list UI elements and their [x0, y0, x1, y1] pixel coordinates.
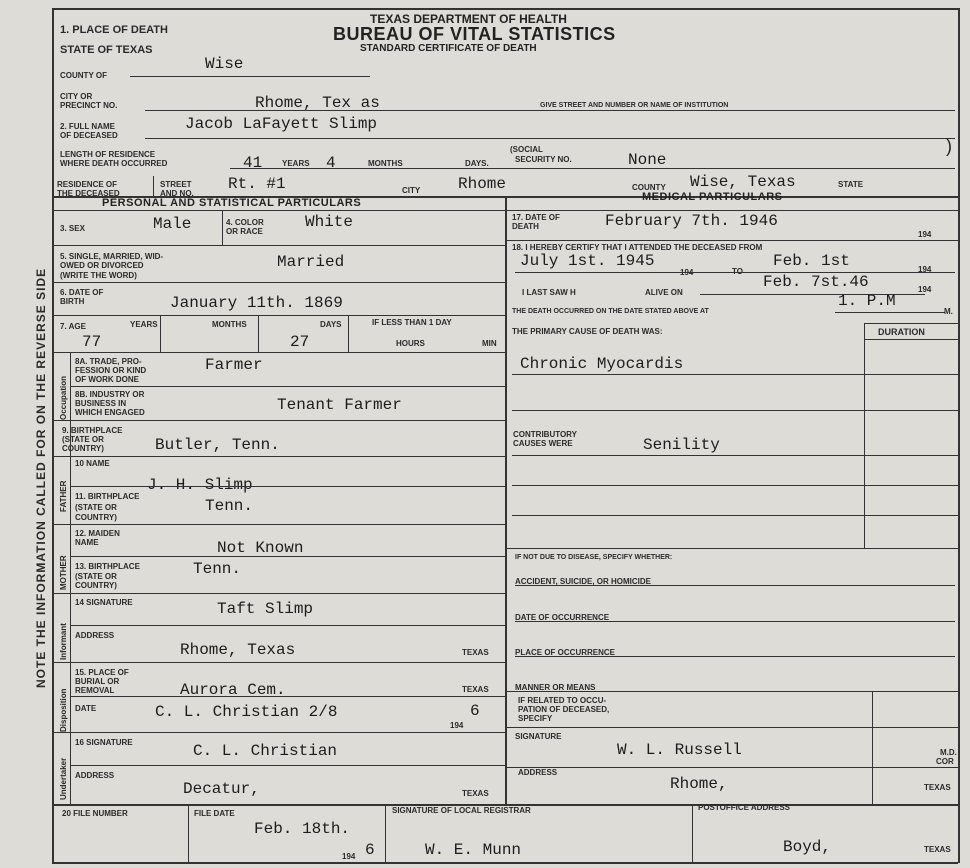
postoffice-label: POSTOFFICE ADDRESS — [698, 803, 791, 812]
related-div — [872, 691, 873, 804]
left-border — [52, 8, 54, 863]
birthplace-label-1: 9. BIRTHPLACE — [62, 426, 123, 435]
father-bp-label-2: (STATE OR — [75, 503, 117, 512]
registrar-value: W. E. Munn — [425, 841, 522, 859]
birthplace-label-2: (STATE OR — [62, 435, 104, 444]
physician-sig-label: SIGNATURE — [515, 732, 562, 741]
burial-date-label: DATE — [75, 704, 97, 713]
md-label-1: M.D. — [940, 748, 957, 757]
right-border — [958, 8, 960, 863]
city-label-2: PRECINCT NO. — [60, 101, 118, 110]
age-months-label: MONTHS — [212, 320, 247, 329]
medical-heading: MEDICAL PARTICULARS — [642, 191, 783, 203]
year-saw-label: 194 — [918, 285, 932, 294]
age-years-label: YEARS — [130, 320, 158, 329]
row-marital-line — [52, 282, 505, 283]
color-label-1: 4. COLOR — [226, 218, 264, 227]
certify-label: 18. I HEREBY CERTIFY THAT I ATTENDED THE DECEASED FROM — [512, 243, 763, 252]
mother-bp-label-3: COUNTRY) — [75, 581, 117, 590]
dob-label-1: 6. DATE OF — [60, 288, 104, 297]
top-border — [52, 8, 958, 10]
cause-line-5 — [512, 515, 958, 516]
ss-value: None — [628, 151, 667, 169]
manner-label: MANNER OR MEANS — [515, 683, 596, 692]
years-label: YEARS — [282, 159, 310, 168]
header-dept: TEXAS DEPARTMENT OF HEALTH — [370, 12, 567, 26]
row-occdate-line — [515, 621, 955, 622]
margin-note: NOTE THE INFORMATION CALLED FOR ON THE REVERSE SIDE — [34, 267, 48, 688]
industry-label-2: BUSINESS IN — [75, 399, 127, 408]
sig16-label: 16 SIGNATURE — [75, 738, 133, 747]
notdisease-label: IF NOT DUE TO DISEASE, SPECIFY WHETHER: — [515, 554, 673, 561]
row-informant-line — [52, 662, 505, 663]
min-label: MIN — [482, 339, 497, 348]
texas-2: TEXAS — [462, 685, 489, 694]
header-bureau: BUREAU OF VITAL STATISTICS — [333, 24, 616, 44]
column-divider — [505, 196, 507, 804]
days-label: DAYS. — [465, 159, 489, 168]
row-fatherbp-line — [52, 524, 505, 525]
color-value: White — [305, 213, 354, 231]
physician-address-label: ADDRESS — [518, 768, 558, 777]
footer-texas: TEXAS — [924, 845, 951, 854]
contrib-label-2: CAUSES WERE — [513, 439, 573, 448]
footer-div-2 — [385, 804, 386, 862]
res-city-label: CITY — [402, 186, 421, 195]
row-physician-line — [505, 767, 958, 768]
undertaker-sig-value: C. L. Christian — [193, 742, 338, 760]
occurrence-place-label: PLACE OF OCCURRENCE — [515, 648, 616, 657]
row-maiden-line — [70, 556, 505, 557]
father-bp-label-3: COUNTRY) — [75, 513, 117, 522]
footer-div-1 — [188, 804, 189, 862]
mother-tab: MOTHER — [59, 555, 68, 590]
disposition-tab: Disposition — [59, 688, 68, 732]
county-label: COUNTY OF — [60, 71, 107, 80]
undertaker-address-label: ADDRESS — [75, 771, 115, 780]
primary-label: THE PRIMARY CAUSE OF DEATH WAS: — [512, 327, 663, 336]
heading-line — [52, 210, 958, 211]
dob-label-2: BIRTH — [60, 297, 85, 306]
texas-3: TEXAS — [462, 789, 489, 798]
street-value: Rt. #1 — [228, 175, 286, 193]
year-to-label: 194 — [918, 265, 932, 274]
death-date-label-1: 17. DATE OF — [512, 213, 560, 222]
related-label-1: IF RELATED TO OCCU- — [518, 696, 607, 705]
undertaker-tab: Undertaker — [59, 757, 68, 800]
name-line — [145, 138, 955, 139]
mother-bp-label-1: 13. BIRTHPLACE — [75, 562, 140, 571]
occupation-tab: Occupation — [59, 375, 68, 420]
to-label: TO — [732, 267, 743, 276]
industry-label-1: 8B. INDUSTRY OR — [75, 390, 145, 399]
cause-line-1 — [512, 374, 958, 375]
age-label: 7. AGE — [60, 322, 86, 331]
file-date-value: Feb. 18th. — [254, 820, 351, 838]
res-label-2: THE DECEASED — [57, 189, 120, 198]
age-div-3 — [348, 315, 349, 352]
age-div-2 — [258, 315, 259, 352]
street-label-1: STREET — [160, 180, 192, 189]
duration-top-line — [864, 323, 958, 324]
occurrence-date-label: DATE OF OCCURRENCE — [515, 613, 610, 622]
row-related-line — [505, 727, 958, 728]
row-sig14-line — [70, 625, 505, 626]
physician-address-value: Rhome, — [670, 775, 728, 793]
length-label-1: LENGTH OF RESIDENCE — [60, 150, 156, 159]
postoffice-value: Boyd, — [783, 838, 832, 856]
death-year-prefix: 194 — [918, 230, 932, 239]
age-div-1 — [160, 315, 161, 352]
street-label-2: AND NO. — [160, 189, 194, 198]
age-days-label: DAYS — [320, 320, 342, 329]
duration-head-line — [864, 339, 958, 340]
marital-label-3: (WRITE THE WORD) — [60, 271, 137, 280]
father-name-value: J. H. Slimp — [147, 476, 253, 494]
trade-label-3: OF WORK DONE — [75, 375, 139, 384]
death-date-value: February 7th. 1946 — [605, 212, 778, 230]
row-attend-line — [515, 272, 955, 273]
marital-label-1: 5. SINGLE, MARRIED, WID- — [60, 252, 164, 261]
row-motherbp-line — [52, 593, 505, 594]
row-dob-line — [52, 315, 505, 316]
medical-texas: TEXAS — [924, 783, 951, 792]
undertaker-address-value: Decatur, — [183, 780, 260, 798]
row-burialdate-line — [52, 732, 505, 733]
county-value: Wise — [205, 55, 244, 73]
row-industry-line — [52, 420, 505, 421]
bottom-border — [52, 862, 958, 864]
res-label-1: RESIDENCE OF — [57, 180, 118, 189]
sex-value: Male — [153, 215, 192, 233]
year-prefix-1: 194 — [450, 721, 464, 730]
row-age-line — [52, 352, 505, 353]
mother-bp-label-2: (STATE OR — [75, 572, 117, 581]
related-label-3: SPECIFY — [518, 714, 553, 723]
months-label: MONTHS — [368, 159, 403, 168]
last-saw-label: I LAST SAW H — [522, 288, 576, 297]
maiden-value: Not Known — [217, 539, 304, 557]
last-saw-value: Feb. 7st.46 — [763, 273, 869, 291]
months-value: 4 — [326, 154, 336, 172]
year-suffix-1: 6 — [470, 702, 480, 720]
contrib-label-1: CONTRIBUTORY — [513, 430, 577, 439]
length-line — [230, 168, 955, 169]
row-occplace-line — [515, 656, 955, 657]
occurred-label: THE DEATH OCCURRED ON THE DATE STATED ABOVE AT — [512, 308, 709, 315]
row-manner-line — [505, 691, 958, 692]
city-value: Rhome, Tex as — [255, 94, 380, 112]
row-accident-line — [515, 585, 955, 586]
res-county-label: COUNTY — [632, 183, 666, 192]
trade-label-2: FESSION OR KIND — [75, 366, 147, 375]
burial-date-value: C. L. Christian 2/8 — [155, 703, 338, 721]
sex-div — [222, 210, 223, 245]
name-label-2: OF DECEASED — [60, 131, 118, 140]
row-fathername-line — [70, 486, 505, 487]
burial-label-3: REMOVAL — [75, 686, 115, 695]
name-value: Jacob LaFayett Slimp — [185, 115, 378, 133]
duration-label: DURATION — [878, 327, 925, 337]
birthplace-label-3: COUNTRY) — [62, 444, 104, 453]
ss-label-2: SECURITY NO. — [515, 155, 572, 164]
age-years-value: 77 — [82, 333, 102, 351]
hours-label: HOURS — [396, 339, 425, 348]
personal-heading: PERSONAL AND STATISTICAL PARTICULARS — [102, 197, 362, 209]
sex-label: 3. SEX — [60, 224, 85, 233]
cause-line-6 — [505, 548, 958, 549]
header-certificate: STANDARD CERTIFICATE OF DEATH — [360, 43, 537, 54]
death-date-label-2: DEATH — [512, 222, 539, 231]
res-county-value: Wise, Texas — [690, 173, 796, 191]
trade-value: Farmer — [205, 356, 263, 374]
m-label: M. — [944, 307, 953, 316]
footer-year-suffix: 6 — [365, 841, 375, 859]
length-label-2: WHERE DEATH OCCURRED — [60, 159, 168, 168]
ss-paren: ) — [946, 136, 952, 156]
burial-value: Aurora Cem. — [180, 681, 286, 699]
row-birthplace-line — [52, 456, 505, 457]
birthplace-value: Butler, Tenn. — [155, 436, 280, 454]
res-state-label: STATE — [838, 180, 864, 189]
accident-label: ACCIDENT, SUICIDE, OR HOMICIDE — [515, 577, 652, 586]
res-div-1 — [153, 176, 154, 198]
father-bp-value: Tenn. — [205, 497, 254, 515]
maiden-label-1: 12. MAIDEN — [75, 529, 120, 538]
time-value: 1. P.M — [838, 292, 896, 310]
informant-tab: Informant — [59, 623, 68, 660]
row-sex-line — [52, 245, 505, 246]
ss-label-1: (SOCIAL — [510, 145, 543, 154]
primary-value: Chronic Myocardis — [520, 355, 684, 373]
row-time-line — [835, 312, 945, 313]
res-city-value: Rhome — [458, 175, 507, 193]
father-name-label: 10 NAME — [75, 459, 110, 468]
father-bp-label-1: 11. BIRTHPLACE — [75, 492, 140, 501]
cause-line-2 — [512, 410, 958, 411]
row-burial-line — [70, 696, 505, 697]
place-title: 1. PLACE OF DEATH — [60, 24, 168, 36]
dob-value: January 11th. 1869 — [170, 294, 343, 312]
institution-label: GIVE STREET AND NUMBER OR NAME OF INSTITUTION — [540, 102, 729, 109]
informant-sig-value: Taft Slimp — [217, 600, 314, 618]
texas-1: TEXAS — [462, 648, 489, 657]
name-label-1: 2. FULL NAME — [60, 122, 115, 131]
related-label-2: PATION OF DECEASED, — [518, 705, 610, 714]
footer-year-prefix: 194 — [342, 852, 356, 861]
mother-bp-value: Tenn. — [193, 560, 242, 578]
informant-address-label: ADDRESS — [75, 631, 115, 640]
row-sig16-line — [70, 765, 505, 766]
maiden-label-2: NAME — [75, 538, 99, 547]
age-days-value: 27 — [290, 333, 310, 351]
row-trade-line — [70, 386, 505, 387]
row-deathdate-line — [505, 240, 958, 241]
years-value: 41 — [243, 154, 263, 172]
physician-value: W. L. Russell — [617, 741, 742, 759]
cause-line-4 — [512, 485, 958, 486]
marital-value: Married — [277, 253, 345, 271]
industry-value: Tenant Farmer — [277, 396, 402, 414]
attend-to-value: Feb. 1st — [773, 252, 850, 270]
marital-label-2: OWED OR DIVORCED — [60, 261, 144, 270]
file-number-label: 20 FILE NUMBER — [62, 809, 128, 818]
trade-label-1: 8A. TRADE, PRO- — [75, 357, 142, 366]
footer-div-3 — [692, 804, 693, 862]
attend-from-value: July 1st. 1945 — [520, 252, 655, 270]
sig14-label: 14 SIGNATURE — [75, 598, 133, 607]
alive-label: ALIVE ON — [645, 288, 683, 297]
industry-label-3: WHICH ENGAGED — [75, 408, 145, 417]
registrar-label: SIGNATURE OF LOCAL REGISTRAR — [392, 806, 531, 815]
year-from-label: 194 — [680, 268, 694, 277]
lessday-label: IF LESS THAN 1 DAY — [372, 318, 452, 327]
burial-label-2: BURIAL OR — [75, 677, 120, 686]
county-line — [130, 76, 370, 77]
cause-line-3 — [512, 455, 958, 456]
city-line — [145, 110, 955, 111]
burial-label-1: 15. PLACE OF — [75, 668, 129, 677]
father-tab: FATHER — [59, 480, 68, 512]
md-label-2: COR — [936, 757, 954, 766]
contrib-value: Senility — [643, 436, 720, 454]
city-label-1: CITY OR — [60, 92, 93, 101]
color-label-2: OR RACE — [226, 227, 263, 236]
informant-address-value: Rhome, Texas — [180, 641, 296, 659]
file-date-label: FILE DATE — [194, 809, 235, 818]
state-label: STATE OF TEXAS — [60, 44, 153, 56]
